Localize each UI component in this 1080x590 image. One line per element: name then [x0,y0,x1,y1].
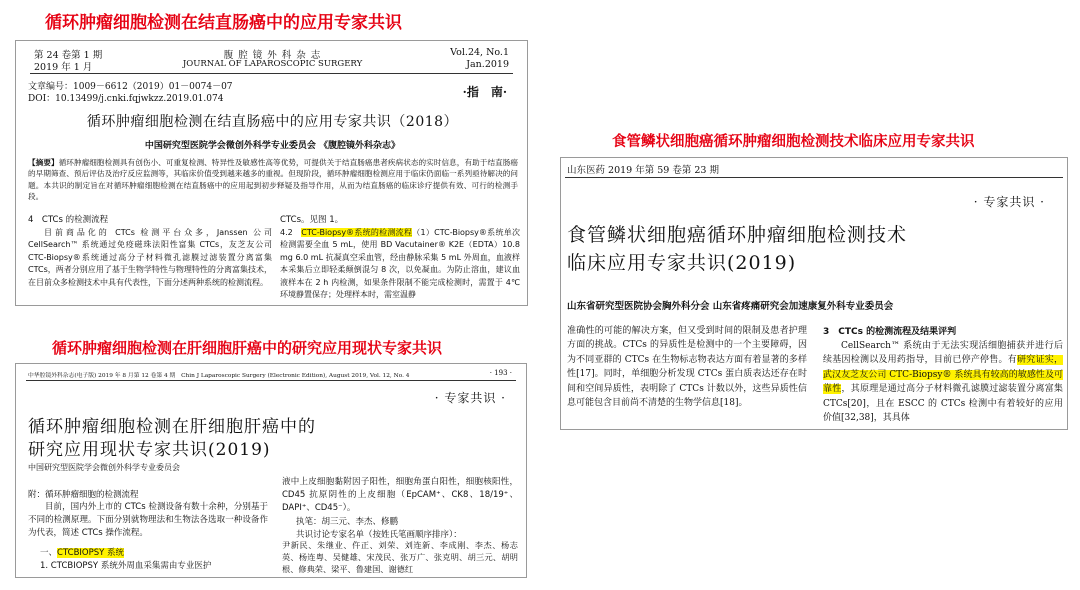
doc3-highlight: CTCBIOPSY 系统 [57,548,125,558]
doc1-abstract-text: 循环肿瘤细胞检测具有创伤小、可重复检测、特异性及敏感性高等优势，可提供关于结直肠癌患者疾病状态的实时信息，有助于结直肠癌的早期筛查、预后评估及治疗反应监测等，其临床价值受到越来越多的重视。但现阶段，循环肿瘤细胞检测应用于临床仍面临一系列亟待解决的问题。本共识的制定旨在对循环肿瘤细胞检测在结直肠癌中的应用起到初步释疑及指导作用，从而为结直肠癌的临床诊疗提供有效、可行的检测手段。 [28,158,519,202]
doc1-highlight: CTC-Biopsy®系统的检测流程 [301,228,413,237]
doc3-item-1: 1. CTCBIOPSY 系统外周血采集需由专业医护 [40,561,212,571]
doc3-appendix: 附：循环肿瘤细胞的检测流程 [28,490,139,500]
doc3-right-column: 液中上皮细胞黏附因子阳性，细胞角蛋白阳性，细胞核阳性，CD45 抗原阴性的上皮细胞（EpCAM⁺、CK8、18/19⁺、DAPI⁺、CD45⁻）。 [282,477,518,513]
doc3-item-heading [40,546,124,558]
doc1-section-number: 4.2 [280,228,293,237]
doc1-right-top: CTCs。见图 1。 [280,215,344,225]
doc3-title-line1: 循环肿瘤细胞检测在肝细胞肝癌中的 [28,417,316,437]
doc3-writers: 执笔：胡三元、李杰、修鹏 [296,517,399,527]
doc1-date-en: Jan.2019 [466,59,509,70]
doc2-right-text-b: ，其原理是通过高分子材料微孔滤膜过滤装置分离富集 CTCs[20]，且在 ESCC 的 CTCs 检测中有着较好的应用价值[32,38]，其具体 [823,384,1063,423]
doc1-left-column: 目前商品化的 CTCs 检测平台众多，Janssen 公司 CellSearch™ 系统通过免疫磁珠法阳性富集 CTCs，友芝友公司CTC-Biopsy®系统通过高分子材料微孔滤膜过滤装置分离富集 CTCs，两者分别应用了基于生物学特性与物理特性的分离富集技术，在目前众多检测技术中具有代表性，下面分述两种系统的检测流程。 [28,228,272,287]
doc2-title-line2: 临床应用专家共识(2019) [567,252,797,274]
doc2-right-column [823,339,1063,425]
doc1-date: 2019 年 1 月 [34,62,93,73]
doc2-title-line1: 食管鳞状细胞癌循环肿瘤细胞检测技术 [567,224,908,246]
doc1-right-column [280,227,520,301]
doc3-category: · 专家共识 · [434,391,506,405]
doc1-volume-en: Vol.24, No.1 [450,47,509,58]
doc2-right-text-a: CellSearch™ 系统由于无法实现活细胞捕获并进行后续基因检测以及用药指导，目前已停产停售。有 [823,341,1063,366]
doc1-authors: 中国研究型医院学会微创外科学专业委员会 《腹腔镜外科杂志》 [144,141,401,151]
heading-esophageal: 食管鳞状细胞癌循环肿瘤细胞检测技术临床应用专家共识 [612,134,975,150]
doc1-journal-en: JOURNAL OF LAPAROSCOPIC SURGERY [182,59,363,69]
doc2-left-column: 准确性的可能的解决方案，但又受到时间的限制及患者护理方面的挑战。CTCs 的异质性是检测中的一个主要障碍，因为不同亚群的 CTCs 在生物标志物表达方面有着显著的多样性[17]。同时，单细胞分析发现 CTCs 蛋白质表达还存在时间和空间异质性，表明除了 CTCs 计数以外，这些异质性信息可能包含目前尚不清楚的生物学信息[18]。 [567,326,807,408]
doc3-page-number: · 193 · [489,369,512,377]
doc1-category: ·指 南· [462,85,507,99]
document-esophageal [560,157,1068,430]
heading-colorectal: 循环肿瘤细胞检测在结直肠癌中的应用专家共识 [45,13,402,33]
doc1-volume: 第 24 卷第 1 期 [34,50,103,61]
doc1-abstract [28,157,518,203]
doc2-category: · 专家共识 · [973,195,1045,209]
doc2-journal-line: 山东医药 2019 年第 59 卷第 23 期 [567,165,719,176]
doc1-section-heading: 4 CTCs 的检测流程 [28,215,109,225]
doc2-authors: 山东省研究型医院协会胸外科分会 山东省疼痛研究会加速康复外科专业委员会 [567,301,894,312]
document-liver [15,363,527,578]
doc3-list-label: 共识讨论专家名单（按姓氏笔画顺序排序）： [296,530,462,540]
doc3-title-line2: 研究应用现状专家共识(2019) [28,440,271,460]
doc1-journal-cn: 腹 腔 镜 外 科 杂 志 [223,50,322,61]
doc3-left-column: 目前，国内外上市的 CTCs 检测设备有数十余种，分别基于不同的检测原理。下面分别就物理法和生物法各选取一种设备作为代表，简述 CTCs 操作流程。 [28,502,268,538]
doc2-section-heading: 3 CTCs 的检测流程及结果评判 [823,327,957,337]
doc1-article-number: 文章编号：1009－6612（2019）01－0074－07 [28,82,233,92]
doc1-doi: DOI：10.13499/j.cnki.fqjwkzz.2019.01.074 [28,94,224,104]
doc3-expert-names: 尹新民、朱继业、仵正、刘荣、刘连新、李成刚、李杰、杨志英、杨连粤、吴健雄、宋茂民、张万广、张克明、胡三元、胡明根、修典荣、梁平、鲁建国、谢德红 [282,540,518,574]
heading-liver: 循环肿瘤细胞检测在肝细胞肝癌中的研究应用现状专家共识 [52,339,443,357]
doc1-abstract-label: 【摘要】 [28,158,59,167]
doc3-authors: 中国研究型医院学会微创外科学专业委员会 [28,463,180,472]
doc1-title: 循环肿瘤细胞检测在结直肠癌中的应用专家共识（2018） [86,114,459,130]
doc3-header: 中华腔镜外科杂志(电子版) 2019 年 8 月第 12 卷第 4 期 Chin J Laparoscopic Surgery (Electronic Edition), August 2019, Vol. 12, No. 4 [28,373,410,379]
doc2-highlight: 研究证实，武汉友芝友公司 CTC-Biopsy® 系统具有较高的敏感性及可靠性 [823,355,1063,395]
doc3-item-prefix: 一、 [40,548,58,558]
doc1-right-text: （1）CTC-Biopsy®系统单次检测需要全血 5 mL，使用 BD Vacutainer® K2E（EDTA）10.8 mg 6.0 mL 抗凝真空采血管，经由静脉采集 5 mL 外周血，血液样本采集后立即轻柔颠倒混匀 8 次，以免凝血。为防止溶血，建议血液样本在 2 h 内检测，如果条件限制不能完成检测时，需置于 4℃ 环境静置保存；处理样本时，需室温静 [280,228,520,299]
document-colorectal [15,40,528,306]
